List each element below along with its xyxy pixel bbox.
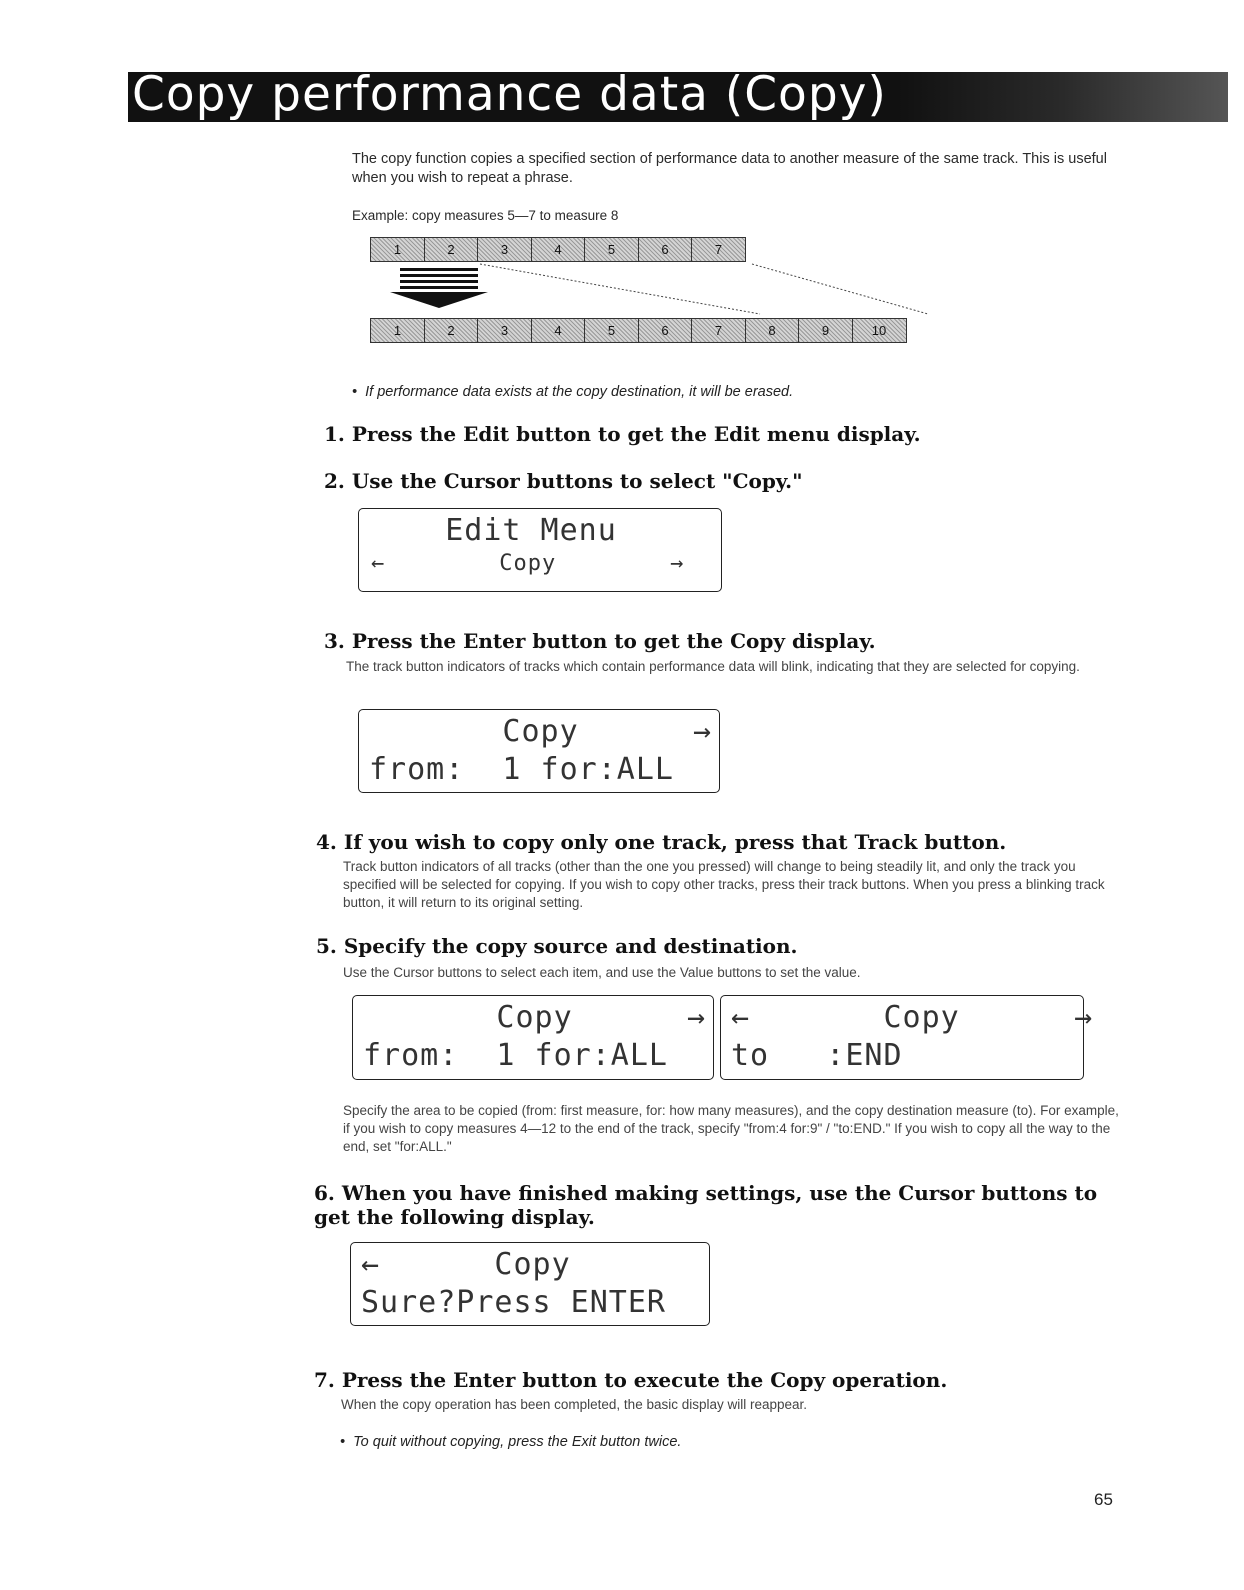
lcd-copy-destination-line1: ← Copy → xyxy=(731,1000,1094,1035)
lcd-confirm xyxy=(350,1242,710,1326)
step-5-description: Use the Cursor buttons to select each item, and use the Value buttons to set the value. xyxy=(343,965,861,980)
source-measure-6: 6 xyxy=(638,237,693,262)
step-5-text: Specify the copy source and destination. xyxy=(343,934,798,958)
lcd-copy-from xyxy=(358,709,720,793)
lcd-copy-destination-line2: to :END xyxy=(731,1038,903,1073)
destination-measure-9: 9 xyxy=(798,318,853,343)
note-bullet: • xyxy=(352,384,366,400)
lcd-copy-source xyxy=(352,995,714,1080)
step-6 xyxy=(314,1181,1124,1229)
destination-measure-8: 8 xyxy=(745,318,800,343)
source-measure-5: 5 xyxy=(584,237,639,262)
step-4 xyxy=(316,830,1006,854)
step-3 xyxy=(324,629,876,653)
source-measure-3: 3 xyxy=(477,237,532,262)
destination-measure-6: 6 xyxy=(638,318,693,343)
step-5 xyxy=(316,934,798,958)
destination-measure-1: 1 xyxy=(370,318,425,343)
note-erase-text: If performance data exists at the copy destination, it will be erased. xyxy=(365,384,794,400)
step-2 xyxy=(324,469,803,493)
measure-row-source xyxy=(370,237,746,262)
lcd-copy-destination xyxy=(720,995,1094,1080)
step-1 xyxy=(324,422,921,446)
step-2-text: Use the Cursor buttons to select "Copy." xyxy=(351,469,803,493)
note-bullet: • xyxy=(340,1434,354,1450)
destination-measure-3: 3 xyxy=(477,318,532,343)
step-4-text: If you wish to copy only one track, press that Track button. xyxy=(343,830,1007,854)
source-measure-4: 4 xyxy=(531,237,586,262)
step-7-text: Press the Enter button to execute the Copy operation. xyxy=(341,1368,948,1392)
step-6-number: 6. xyxy=(314,1181,335,1205)
source-measure-7: 7 xyxy=(691,237,746,262)
note-exit-text: To quit without copying, press the Exit button twice. xyxy=(353,1434,682,1450)
lcd-edit-menu-line2: ← Copy → xyxy=(371,551,685,576)
lcd-edit-menu xyxy=(358,508,722,592)
lcd-edit-menu-line1: Edit Menu xyxy=(369,513,617,548)
source-measure-2: 2 xyxy=(424,237,479,262)
step-1-number: 1. xyxy=(324,422,345,446)
lcd-copy-from-line1: Copy → xyxy=(369,714,713,749)
page-title: Copy performance data (Copy) xyxy=(132,67,887,122)
measure-row-destination xyxy=(370,318,907,343)
source-measure-1: 1 xyxy=(370,237,425,262)
intro-paragraph: The copy function copies a specified section of performance data to another measure of the same track. This is useful when you wish to repeat a phrase. xyxy=(352,151,1107,186)
step-3-number: 3. xyxy=(324,629,345,653)
step-4-description: Track button indicators of all tracks (other than the one you pressed) will change to being steadily lit, and only the track you specified will be selected for copying. If you wish to copy other tracks, press their track buttons. When you press a blinking track button, it will return to its original setting. xyxy=(343,859,1105,910)
destination-measure-5: 5 xyxy=(584,318,639,343)
note-exit xyxy=(340,1434,681,1450)
step-7-description: When the copy operation has been completed, the basic display will reappear. xyxy=(341,1397,808,1412)
note-erase xyxy=(352,384,793,400)
lcd-copy-source-line2: from: 1 for:ALL xyxy=(363,1038,668,1073)
step-5-number: 5. xyxy=(316,934,337,958)
step-5-explanation: Specify the area to be copied (from: first measure, for: how many measures), and the copy destination measure (to). For example, if you wish to copy measures 4—12 to the end of the track, specify "from:4 for:9" / "to:END." If you wish to copy all the way to the end, set "for:ALL." xyxy=(343,1103,1119,1154)
copy-diagram-lines xyxy=(360,262,940,322)
destination-measure-7: 7 xyxy=(691,318,746,343)
step-3-text: Press the Enter button to get the Copy display. xyxy=(351,629,876,653)
example-label: Example: copy measures 5—7 to measure 8 xyxy=(352,208,619,223)
step-7 xyxy=(314,1368,947,1392)
step-1-text: Press the Edit button to get the Edit menu display. xyxy=(351,422,921,446)
lcd-confirm-line1: ← Copy xyxy=(361,1247,571,1282)
step-3-description: The track button indicators of tracks which contain performance data will blink, indicating that they are selected for copying. xyxy=(346,659,1080,674)
lcd-copy-from-line2: from: 1 for:ALL xyxy=(369,752,674,787)
page-number: 65 xyxy=(1094,1490,1113,1509)
step-6-text: When you have finished making settings, use the Cursor buttons to get the following display. xyxy=(314,1181,1098,1229)
lcd-copy-source-line1: Copy → xyxy=(363,1000,707,1035)
destination-measure-2: 2 xyxy=(424,318,479,343)
destination-measure-4: 4 xyxy=(531,318,586,343)
step-7-number: 7. xyxy=(314,1368,335,1392)
step-4-number: 4. xyxy=(316,830,337,854)
lcd-confirm-line2: Sure?Press ENTER xyxy=(361,1285,666,1320)
destination-measure-10: 10 xyxy=(852,318,907,343)
step-2-number: 2. xyxy=(324,469,345,493)
